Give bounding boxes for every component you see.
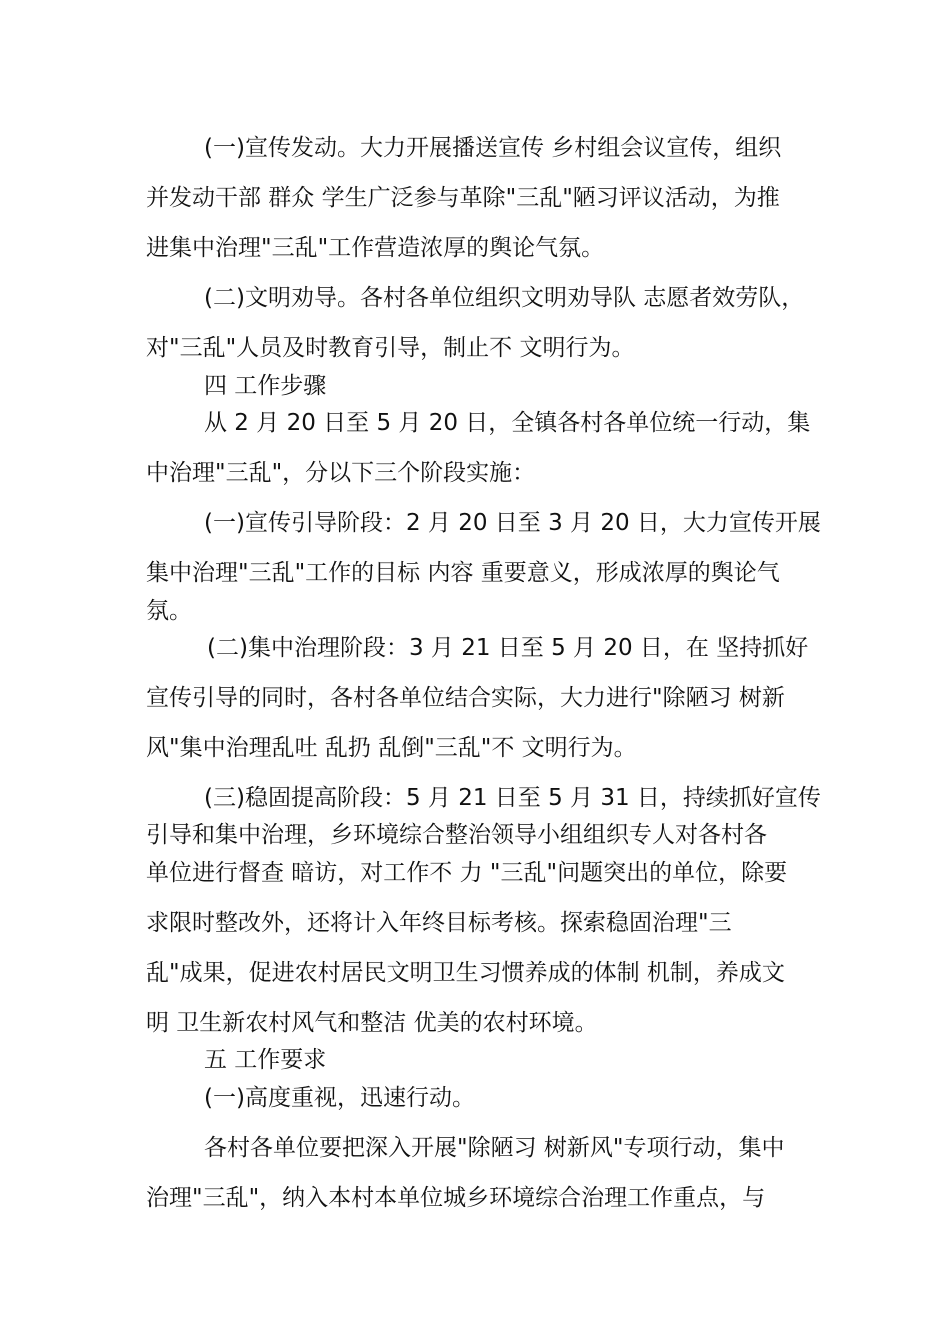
paragraph-line: 对"三乱"人员及时教育引导，制止不 文明行为。 xyxy=(146,335,635,361)
paragraph-line: 单位进行督查 暗访，对工作不 力 "三乱"问题突出的单位，除要 xyxy=(146,860,788,886)
paragraph-line: 进集中治理"三乱"工作营造浓厚的舆论气氛。 xyxy=(146,235,605,261)
paragraph-line: (二)文明劝导。各村各单位组织文明劝导队 志愿者效劳队， xyxy=(204,285,805,311)
paragraph-line: (三)稳固提高阶段：5 月 21 日至 5 月 31 日，持续抓好宣传 xyxy=(204,785,821,811)
paragraph-line: (一)宣传发动。大力开展播送宣传 乡村组会议宣传，组织 xyxy=(204,135,782,161)
paragraph-line: 明 卫生新农村风气和整洁 优美的农村环境。 xyxy=(146,1010,598,1036)
paragraph-line: 风"集中治理乱吐 乱扔 乱倒"三乱"不 文明行为。 xyxy=(146,735,637,761)
paragraph-line: 引导和集中治理，乡环境综合整治领导小组组织专人对各村各 xyxy=(146,822,767,848)
paragraph-line: 并发动干部 群众 学生广泛参与革除"三乱"陋习评议活动，为推 xyxy=(146,185,780,211)
paragraph-line: 从 2 月 20 日至 5 月 20 日，全镇各村各单位统一行动，集 xyxy=(204,410,811,436)
paragraph-line: 集中治理"三乱"工作的目标 内容 重要意义，形成浓厚的舆论气 xyxy=(146,560,780,586)
paragraph-line: (二)集中治理阶段：3 月 21 日至 5 月 20 日，在 坚持抓好 xyxy=(207,635,809,661)
paragraph-line: (一)宣传引导阶段：2 月 20 日至 3 月 20 日，大力宣传开展 xyxy=(204,510,821,536)
paragraph-line: 中治理"三乱"，分以下三个阶段实施： xyxy=(146,460,536,486)
paragraph-line: 求限时整改外，还将计入年终目标考核。探索稳固治理"三 xyxy=(146,910,732,936)
paragraph-line: 乱"成果，促进农村居民文明卫生习惯养成的体制 机制，养成文 xyxy=(146,960,785,986)
paragraph-line: 宣传引导的同时，各村各单位结合实际，大力进行"除陋习 树新 xyxy=(146,685,785,711)
section-heading: 四 工作步骤 xyxy=(204,373,327,399)
paragraph-line: 氛。 xyxy=(146,598,192,624)
paragraph-line: 治理"三乱"，纳入本村本单位城乡环境综合治理工作重点，与 xyxy=(146,1185,766,1211)
section-heading: 五 工作要求 xyxy=(204,1047,327,1073)
paragraph-line: 各村各单位要把深入开展"除陋习 树新风"专项行动，集中 xyxy=(204,1135,785,1161)
paragraph-line: (一)高度重视，迅速行动。 xyxy=(204,1085,475,1111)
